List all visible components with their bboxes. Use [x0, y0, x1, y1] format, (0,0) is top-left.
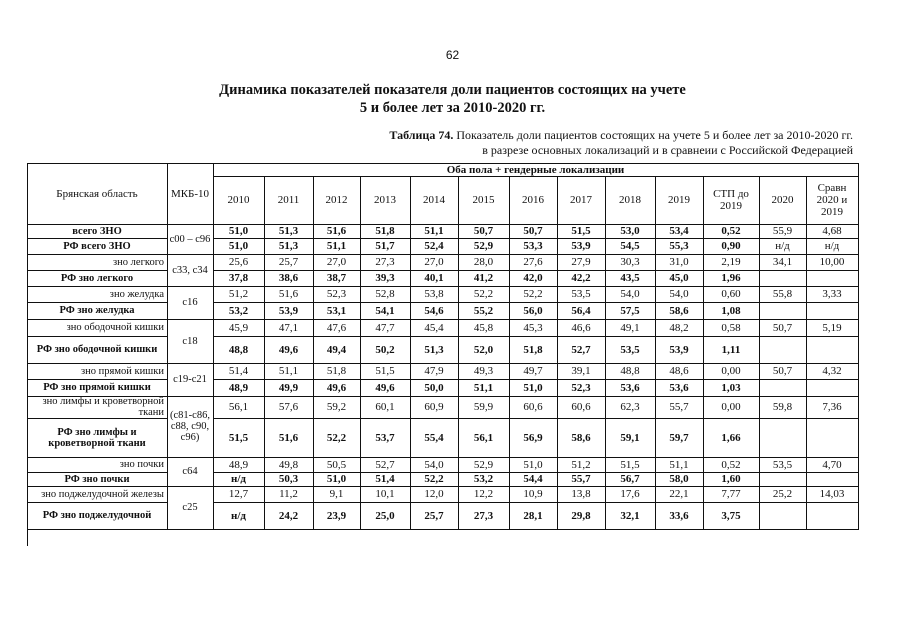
mkb-code: с16 [167, 286, 214, 320]
data-cell: 54,0 [605, 286, 656, 303]
data-cell: 51,6 [264, 286, 314, 303]
data-cell: 56,9 [509, 418, 558, 458]
data-cell: 49,1 [605, 319, 656, 337]
data-cell: 46,6 [557, 319, 606, 337]
data-cell: 49,3 [458, 363, 510, 380]
data-cell: 12,2 [458, 486, 510, 503]
row-label: РФ зно лимфы и кроветворной ткани [27, 418, 168, 458]
data-cell: 54,6 [410, 302, 459, 320]
stp-cell: 1,08 [703, 302, 760, 320]
data-cell: 28,0 [458, 254, 510, 271]
data-cell: 27,0 [410, 254, 459, 271]
mkb-code: с18 [167, 319, 214, 364]
value-2020-cell [759, 336, 807, 364]
data-cell: 37,8 [213, 270, 265, 287]
data-cell: 32,1 [605, 502, 656, 530]
data-cell: 51,4 [213, 363, 265, 380]
row-label: РФ всего ЗНО [27, 238, 168, 255]
stp-cell: 3,75 [703, 502, 760, 530]
data-cell: 49,8 [264, 457, 314, 473]
data-cell: 25,7 [264, 254, 314, 271]
data-cell: 59,7 [655, 418, 704, 458]
data-cell: н/д [213, 472, 265, 487]
compare-cell: 14,03 [806, 486, 859, 503]
data-cell: 48,8 [213, 336, 265, 364]
row-label: зно желудка [27, 286, 168, 303]
header-2020: 2020 [759, 176, 807, 225]
compare-cell: 5,19 [806, 319, 859, 337]
page-number: 62 [445, 48, 460, 62]
stp-cell: 0,90 [703, 238, 760, 255]
value-2020-cell: 53,5 [759, 457, 807, 473]
data-cell: 53,1 [313, 302, 361, 320]
compare-cell [806, 472, 859, 487]
data-cell: 51,5 [360, 363, 411, 380]
data-cell: 29,8 [557, 502, 606, 530]
data-cell: 51,8 [360, 224, 411, 239]
data-cell: 51,3 [410, 336, 459, 364]
data-cell: 45,3 [509, 319, 558, 337]
data-cell: 55,3 [655, 238, 704, 255]
data-cell: 52,0 [458, 336, 510, 364]
row-label: зно лимфы и кроветворной ткани [27, 396, 168, 419]
row-label: зно ободочной кишки [27, 319, 168, 337]
data-cell: 59,9 [458, 396, 510, 419]
data-cell: 56,1 [213, 396, 265, 419]
data-cell: 51,7 [360, 238, 411, 255]
data-cell: 54,0 [655, 286, 704, 303]
data-cell: 51,2 [213, 286, 265, 303]
data-cell: 54,4 [509, 472, 558, 487]
mkb-code: (с81-с86, с88, с90, с96) [167, 396, 214, 458]
value-2020-cell: н/д [759, 238, 807, 255]
data-cell: 51,1 [410, 224, 459, 239]
value-2020-cell [759, 379, 807, 397]
data-cell: 53,4 [655, 224, 704, 239]
value-2020-cell: 25,2 [759, 486, 807, 503]
data-cell: 25,7 [410, 502, 459, 530]
compare-cell: 10,00 [806, 254, 859, 271]
data-cell: 41,2 [458, 270, 510, 287]
mkb-code: с25 [167, 486, 214, 530]
compare-cell [806, 302, 859, 320]
mkb-code: с33, с34 [167, 254, 214, 287]
value-2020-cell: 34,1 [759, 254, 807, 271]
compare-cell: 4,68 [806, 224, 859, 239]
data-cell: 53,3 [509, 238, 558, 255]
table-caption-line-2: в разрезе основных локализаций и в сравнеии с Российской Федерацией [482, 143, 853, 157]
data-cell: 50,7 [509, 224, 558, 239]
compare-cell: 4,32 [806, 363, 859, 380]
data-cell: 52,3 [557, 379, 606, 397]
data-cell: 54,5 [605, 238, 656, 255]
data-cell: 50,2 [360, 336, 411, 364]
data-cell: 54,1 [360, 302, 411, 320]
data-cell: 56,0 [509, 302, 558, 320]
caption-label: Таблица 74. [389, 128, 454, 142]
header-year: 2019 [655, 176, 704, 225]
title-line-2: 5 и более лет за 2010-2020 гг. [359, 100, 546, 116]
data-cell: 11,2 [264, 486, 314, 503]
data-cell: 52,7 [360, 457, 411, 473]
data-cell: 53,5 [605, 336, 656, 364]
data-cell: 53,2 [458, 472, 510, 487]
data-cell: 52,2 [509, 286, 558, 303]
data-cell: 52,2 [313, 418, 361, 458]
data-cell: 47,1 [264, 319, 314, 337]
data-cell: 28,1 [509, 502, 558, 530]
data-cell: 52,8 [360, 286, 411, 303]
row-label: РФ зно поджелудочной [27, 502, 168, 530]
data-cell: 47,7 [360, 319, 411, 337]
data-cell: 59,2 [313, 396, 361, 419]
data-cell: 10,9 [509, 486, 558, 503]
stp-cell: 1,60 [703, 472, 760, 487]
data-cell: 47,9 [410, 363, 459, 380]
data-cell: 27,3 [458, 502, 510, 530]
header-year: 2011 [264, 176, 314, 225]
row-label: зно почки [27, 457, 168, 473]
data-cell: 27,6 [509, 254, 558, 271]
data-cell: 27,3 [360, 254, 411, 271]
data-cell: 56,4 [557, 302, 606, 320]
data-cell: 58,0 [655, 472, 704, 487]
stp-cell: 0,00 [703, 396, 760, 419]
value-2020-cell [759, 270, 807, 287]
data-cell: 57,5 [605, 302, 656, 320]
mkb-code: с19-с21 [167, 363, 214, 397]
data-cell: 53,7 [360, 418, 411, 458]
data-cell: 53,0 [605, 224, 656, 239]
compare-cell: 7,36 [806, 396, 859, 419]
compare-cell [806, 336, 859, 364]
data-cell: 51,4 [360, 472, 411, 487]
data-cell: 42,0 [509, 270, 558, 287]
data-cell: 22,1 [655, 486, 704, 503]
caption-text: Показатель доли пациентов состоящих на учете 5 и более лет за 2010-2020 гг. [453, 128, 853, 142]
data-cell: 33,6 [655, 502, 704, 530]
data-cell: 60,6 [557, 396, 606, 419]
header-mkb: МКБ-10 [167, 163, 214, 225]
row-label: РФ зно легкого [27, 270, 168, 287]
data-cell: 50,7 [458, 224, 510, 239]
header-region: Брянская область [27, 163, 168, 225]
row-label: зно поджелудочной железы [27, 486, 168, 503]
stp-cell: 1,03 [703, 379, 760, 397]
data-cell: 57,6 [264, 396, 314, 419]
row-label: РФ зно желудка [27, 302, 168, 320]
value-2020-cell: 59,8 [759, 396, 807, 419]
data-cell: 51,3 [264, 238, 314, 255]
data-cell: 51,0 [509, 379, 558, 397]
data-cell: 48,8 [605, 363, 656, 380]
data-cell: 52,2 [410, 472, 459, 487]
value-2020-cell: 50,7 [759, 319, 807, 337]
data-cell: 51,8 [313, 363, 361, 380]
value-2020-cell [759, 502, 807, 530]
row-label: РФ зно почки [27, 472, 168, 487]
stp-cell: 1,66 [703, 418, 760, 458]
data-cell: 49,4 [313, 336, 361, 364]
data-cell: 25,0 [360, 502, 411, 530]
data-cell: 49,6 [360, 379, 411, 397]
stp-cell: 1,11 [703, 336, 760, 364]
data-cell: 51,0 [509, 457, 558, 473]
data-cell: 53,9 [557, 238, 606, 255]
data-cell: 51,6 [264, 418, 314, 458]
row-label: всего ЗНО [27, 224, 168, 239]
data-cell: 51,5 [557, 224, 606, 239]
value-2020-cell [759, 472, 807, 487]
data-cell: 23,9 [313, 502, 361, 530]
data-cell: 10,1 [360, 486, 411, 503]
data-cell: 49,7 [509, 363, 558, 380]
data-cell: 31,0 [655, 254, 704, 271]
row-label: РФ зно прямой кишки [27, 379, 168, 397]
compare-cell [806, 418, 859, 458]
data-cell: 52,9 [458, 457, 510, 473]
header-year: 2015 [458, 176, 510, 225]
data-cell: 48,2 [655, 319, 704, 337]
title-line-1: Динамика показателей показателя доли пациентов состоящих на учете [219, 82, 686, 98]
value-2020-cell: 50,7 [759, 363, 807, 380]
data-cell: 51,8 [509, 336, 558, 364]
header-year: 2014 [410, 176, 459, 225]
data-cell: 53,9 [264, 302, 314, 320]
data-cell: 49,6 [313, 379, 361, 397]
header-stp: СТП до 2019 [703, 176, 760, 225]
data-cell: 38,7 [313, 270, 361, 287]
data-cell: 51,0 [313, 472, 361, 487]
data-cell: 30,3 [605, 254, 656, 271]
data-cell: 60,6 [509, 396, 558, 419]
data-cell: 52,9 [458, 238, 510, 255]
header-year: 2018 [605, 176, 656, 225]
data-cell: 56,1 [458, 418, 510, 458]
value-2020-cell: 55,9 [759, 224, 807, 239]
data-cell: 55,2 [458, 302, 510, 320]
data-cell: 51,2 [557, 457, 606, 473]
data-cell: 51,1 [264, 363, 314, 380]
value-2020-cell [759, 302, 807, 320]
data-cell: 42,2 [557, 270, 606, 287]
data-cell: 51,5 [605, 457, 656, 473]
data-cell: 45,0 [655, 270, 704, 287]
row-label: зно легкого [27, 254, 168, 271]
mkb-code: с64 [167, 457, 214, 487]
data-cell: 38,6 [264, 270, 314, 287]
compare-cell [806, 502, 859, 530]
compare-cell [806, 270, 859, 287]
row-label: зно прямой кишки [27, 363, 168, 380]
data-cell: 52,7 [557, 336, 606, 364]
data-cell: 55,4 [410, 418, 459, 458]
stp-cell: 0,52 [703, 457, 760, 473]
data-cell: 12,0 [410, 486, 459, 503]
data-cell: 58,6 [655, 302, 704, 320]
data-cell: 27,9 [557, 254, 606, 271]
data-cell: 53,6 [605, 379, 656, 397]
data-cell: 56,7 [605, 472, 656, 487]
data-cell: 55,7 [557, 472, 606, 487]
compare-cell [806, 379, 859, 397]
data-cell: 62,3 [605, 396, 656, 419]
data-cell: н/д [213, 502, 265, 530]
data-cell: 60,1 [360, 396, 411, 419]
data-cell: 47,6 [313, 319, 361, 337]
data-cell: 24,2 [264, 502, 314, 530]
data-cell: 45,8 [458, 319, 510, 337]
data-cell: 51,5 [213, 418, 265, 458]
value-2020-cell [759, 418, 807, 458]
data-cell: 39,3 [360, 270, 411, 287]
data-cell: 58,6 [557, 418, 606, 458]
data-cell: 43,5 [605, 270, 656, 287]
data-cell: 52,2 [458, 286, 510, 303]
stp-cell: 0,60 [703, 286, 760, 303]
stp-cell: 1,96 [703, 270, 760, 287]
data-cell: 52,3 [313, 286, 361, 303]
compare-cell: н/д [806, 238, 859, 255]
stp-cell: 2,19 [703, 254, 760, 271]
data-cell: 51,1 [458, 379, 510, 397]
data-cell: 50,5 [313, 457, 361, 473]
data-cell: 53,5 [557, 286, 606, 303]
header-compare: Сравн 2020 и 2019 [806, 176, 859, 225]
data-cell: 53,2 [213, 302, 265, 320]
data-cell: 53,8 [410, 286, 459, 303]
data-cell: 39,1 [557, 363, 606, 380]
data-cell: 53,9 [655, 336, 704, 364]
data-cell: 53,6 [655, 379, 704, 397]
header-group: Оба пола + гендерные локализации [213, 163, 859, 177]
header-year: 2010 [213, 176, 265, 225]
stp-cell: 0,58 [703, 319, 760, 337]
value-2020-cell: 55,8 [759, 286, 807, 303]
data-cell: 54,0 [410, 457, 459, 473]
data-cell: 48,9 [213, 379, 265, 397]
compare-cell: 3,33 [806, 286, 859, 303]
data-cell: 9,1 [313, 486, 361, 503]
data-cell: 49,6 [264, 336, 314, 364]
data-cell: 59,1 [605, 418, 656, 458]
data-cell: 45,9 [213, 319, 265, 337]
header-year: 2013 [360, 176, 411, 225]
data-cell: 50,3 [264, 472, 314, 487]
header-year: 2012 [313, 176, 361, 225]
data-cell: 17,6 [605, 486, 656, 503]
data-cell: 51,3 [264, 224, 314, 239]
header-year: 2016 [509, 176, 558, 225]
data-cell: 52,4 [410, 238, 459, 255]
stp-cell: 0,00 [703, 363, 760, 380]
data-cell: 45,4 [410, 319, 459, 337]
data-cell: 51,1 [655, 457, 704, 473]
data-cell: 27,0 [313, 254, 361, 271]
data-cell: 51,1 [313, 238, 361, 255]
stp-cell: 7,77 [703, 486, 760, 503]
data-cell: 50,0 [410, 379, 459, 397]
data-cell: 48,6 [655, 363, 704, 380]
data-cell: 60,9 [410, 396, 459, 419]
compare-cell: 4,70 [806, 457, 859, 473]
data-cell: 12,7 [213, 486, 265, 503]
data-cell: 13,8 [557, 486, 606, 503]
data-cell: 51,0 [213, 238, 265, 255]
data-cell: 48,9 [213, 457, 265, 473]
data-cell: 51,6 [313, 224, 361, 239]
data-cell: 51,0 [213, 224, 265, 239]
data-cell: 55,7 [655, 396, 704, 419]
data-cell: 49,9 [264, 379, 314, 397]
data-cell: 25,6 [213, 254, 265, 271]
stp-cell: 0,52 [703, 224, 760, 239]
mkb-code: с00 – с96 [167, 224, 214, 255]
data-cell: 40,1 [410, 270, 459, 287]
row-label: РФ зно ободочной кишки [27, 336, 168, 364]
header-year: 2017 [557, 176, 606, 225]
